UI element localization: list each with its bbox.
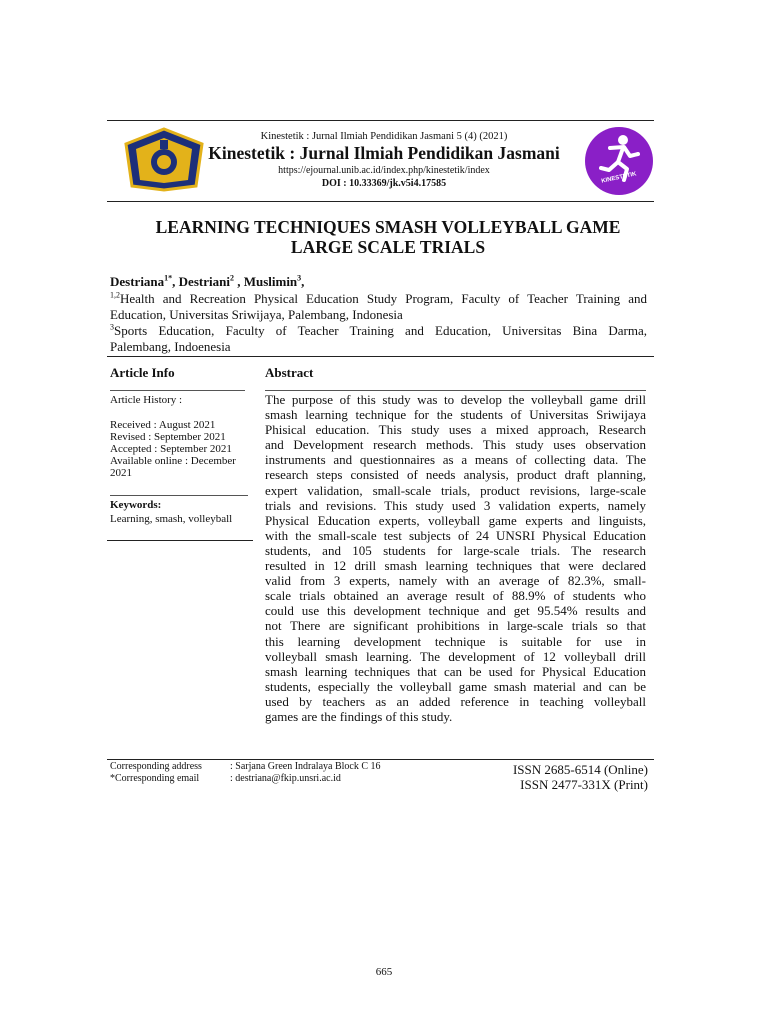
received-date: Received : August 2021 [110,419,216,431]
abstract-line: resulted in 12 drill smash learning techniques that were declared [265,558,646,574]
journal-url[interactable]: https://ejournal.unib.ac.id/index.php/kinestetik/index [278,165,490,176]
corresponding-address-value: : Sarjana Green Indralaya Block C 16 [230,761,381,772]
abstract-line: The purpose of this study was to develop the volleyball game drill [265,392,646,407]
section-rule [107,356,654,357]
abstract-line: could use this development technique and get 95.54% results and [265,603,646,619]
abstract-line: volleyball smash learning. The development of 12 volleyball drill [265,648,646,664]
article-title-line1: LEARNING TECHNIQUES SMASH VOLLEYBALL GAME [155,217,621,237]
article-info-heading: Article Info [110,365,175,380]
keywords-rule [110,495,248,496]
keywords-heading: Keywords: [110,499,162,511]
issn-print: ISSN 2477-331X (Print) [520,777,648,792]
affiliation-2: $^3$Sports Education, Faculty of Teacher Training and Education, Universitas Bina Darma, Palembang, Indoenesia [110,322,647,354]
journal-title: Kinestetik : Jurnal Ilmiah Pendidikan Jasmani [208,143,560,163]
abstract-line: this learning development technique is suitable for use in [265,633,646,649]
journal-line: Kinestetik : Jurnal Ilmiah Pendidikan Jasmani 5 (4) (2021) [260,131,508,142]
abstract-line: Phisical education. This study uses a mixed approach, Research [265,422,646,438]
abstract-line: Physical Education experts, volleyball game experts and linguists, [265,512,646,528]
abstract-line: research steps consisted of needs analysis, product draft planning, [265,467,646,483]
abstract-body [265,392,646,724]
keywords: Learning, smash, volleyball [110,513,233,525]
issn-online: ISSN 2685-6514 (Online) [512,762,648,777]
online-date: Available online : December [110,455,236,467]
abstract-line: students, and 105 students for large-scale trials. The research [265,542,646,558]
logo-text: KINESTETIK [600,171,638,185]
abstract-line: with the small-scale test subjects of 24 UNSRI Physical Education [265,527,646,543]
revised-date: Revised : September 2021 [110,431,226,443]
abstract-line: used by teachers as an added reference in teaching volleyball [265,693,646,709]
header-bottom-rule [107,201,654,202]
corresponding-address-label: Corresponding address [110,761,202,772]
abstract-line: scale trials obtained an average result of 88.9% of students who [265,588,646,604]
abstract-line: smash learning technique for the students of Universitas Sriwijaya [265,407,646,423]
abstract-line: valid from 3 experts, namely with an average of 82.3%, small- [265,573,646,589]
header-top-rule [107,120,654,121]
author-3: Muslimin [243,274,298,289]
affiliation-1: $^{1,2}$Health and Recreation Physical Education Study Program, Faculty of Teacher Training and Education, Universitas Sriwijaya, Palembang, Indonesia [110,290,647,322]
abstract-line: expert validation, small-scale trials, product revisions, large-scale [265,482,646,498]
abstract-line: instruments and questionnaires as a means of collecting data. The [265,452,646,468]
article-title-line2: LARGE SCALE TRIALS [290,237,486,257]
article-history: Article History : Received : August 2021 Revised : September 2021 Accepted : September 2021 Available online : December 2021 [110,394,236,479]
abstract-line: games are the findings of this study. [265,708,453,724]
author-1: Destriana [110,274,165,289]
page-number: 665 [375,966,393,978]
corresponding-email-value[interactable]: : destriana@fkip.unsri.ac.id [230,773,341,784]
keywords-bottom-rule [107,540,253,541]
author-2: Destriani [178,274,230,289]
kinestetik-logo [584,126,654,196]
corresponding-email-label: *Corresponding email [110,773,200,784]
footer-rule [107,759,654,760]
abstract-line: not There are significant prohibitions in large-scale trials so that [265,618,646,634]
abstract-line: smash learning techniques that can be used for Physical Education [265,663,646,679]
abstract-line: students, especially the volleyball game smash material and can be [265,678,646,694]
abstract-rule [265,390,646,391]
article-info-rule [110,390,245,391]
accepted-date: Accepted : September 2021 [110,443,232,455]
abstract-line: trials and revisions. This study used 3 validation experts, namely [265,497,646,513]
doi[interactable]: DOI : 10.33369/jk.v5i4.17585 [321,178,447,189]
abstract-heading: Abstract [265,365,314,380]
abstract-line: and Development research methods. This study uses observation [265,437,646,453]
authors: Destriana$^{1*}$, Destriani$^2$ , Muslimin$^3$, [110,273,305,289]
